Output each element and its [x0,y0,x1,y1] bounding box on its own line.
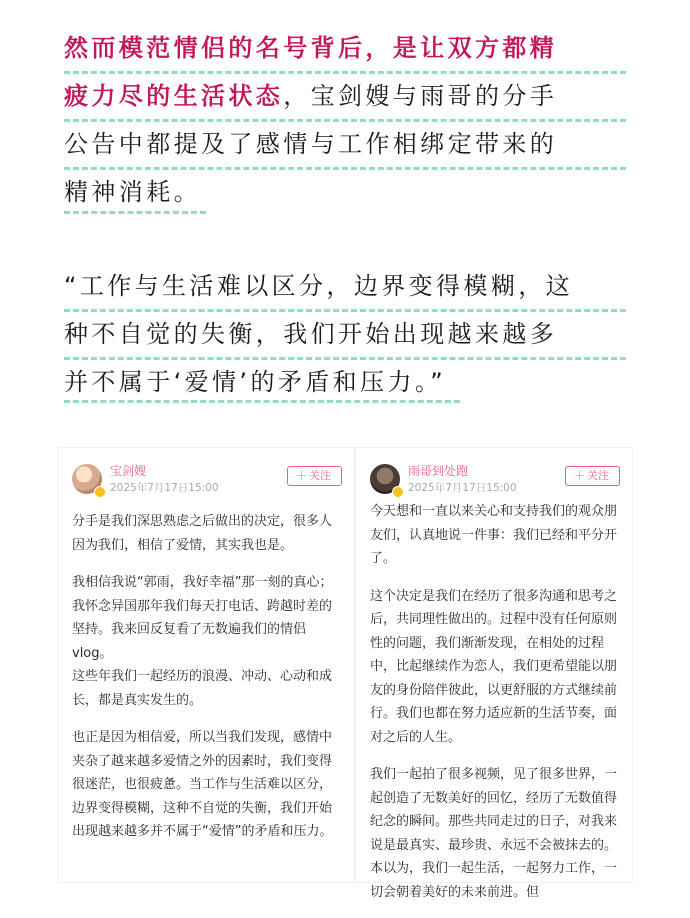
highlight-text: 然而模范情侣的名号背后，是让双方都精 [64,34,558,62]
post-paragraph: 我相信我说“郭雨，我好幸福”那一刻的真心；我怀念异国那年我们每天打电话、跨越时差的坚持。我来回反复看了无数遍我们的情侣vlog。 这些年我们一起经历的浪漫、冲动、心动和成长，都是真实发生的。 [72,575,333,708]
article-line-1 [64,28,557,68]
body-text: ，宝剑嫂与雨哥的分手 [283,82,558,110]
post-header [72,460,346,500]
dashed-underline [64,167,626,170]
post-paragraph: 今天想和一直以来关心和支持我们的观众朋友们，认真地说一件事：我们已经和平分开了。 [370,504,618,566]
follow-button[interactable] [565,466,620,486]
post-date: 2025年7月17日15:00 [408,482,517,494]
post-body [370,500,622,918]
dashed-underline [64,309,626,312]
article-line-2 [64,76,557,116]
follow-button[interactable] [287,466,342,486]
follow-label: 关注 [587,469,609,482]
plus-icon: ＋ [574,469,585,482]
username[interactable]: 宝剑嫂 [110,464,147,478]
dashed-underline [64,71,626,74]
verified-badge-icon [94,486,106,498]
follow-label: 关注 [309,469,331,482]
username[interactable]: 雨哥到处跑 [408,464,469,478]
quote-line-3 [64,362,446,402]
plus-icon: ＋ [296,469,307,482]
post-paragraph: 也正是因为相信爱，所以当我们发现，感情中夹杂了越来越多爱情之外的因素时，我们变得很迷茫，也很疲惫。当工作与生活难以区分，边界变得模糊，这种不自觉的失衡，我们开始出现越来越多并不属于“爱情”的矛盾和压力。 [72,730,333,839]
quote-text: 并不属于‘爱情’的矛盾和压力。” [64,368,447,396]
dashed-underline [64,119,626,122]
dashed-underline [64,211,206,214]
article-line-3 [64,124,557,164]
quote-line-1 [64,266,573,306]
post-paragraph: 这个决定是我们在经历了很多沟通和思考之后，共同理性做出的。过程中没有任何原则性的问题，我们渐渐发现，在相处的过程中，比起继续作为恋人，我们更希望能以朋友的身份陪伴彼此，以更舒服的方式继续前行。我们也都在努力适应新的生活节奏，面对之后的人生。 [370,588,618,745]
body-text: 公告中都提及了感情与工作相绑定带来的 [64,130,558,158]
article-line-4 [64,172,201,212]
body-text: 精神消耗。 [64,178,201,206]
post-header [370,460,624,500]
post-date: 2025年7月17日15:00 [110,482,219,494]
post-screenshot-baojiansao [58,448,354,882]
post-paragraph: 我们一起拍了很多视频，见了很多世界，一起创造了无数美好的回忆，经历了无数值得纪念的瞬间。那些共同走过的日子，对我来说是最真实、最珍贵、永远不会被抹去的。本以为，我们一起生活，一起努力工作，一切会朝着美好的未来前进。但 [370,767,618,900]
post-screenshot-yuge [356,448,632,900]
dashed-underline [64,400,460,403]
quote-line-2 [64,314,557,354]
quote-text: 种不自觉的失衡，我们开始出现越来越多 [64,320,558,348]
post-body [72,510,344,858]
highlight-text: 疲力尽的生活状态 [64,82,284,110]
quote-text: “工作与生活难以区分，边界变得模糊，这 [64,272,574,300]
verified-badge-icon [392,486,404,498]
post-paragraph: 分手是我们深思熟虑之后做出的决定，很多人因为我们，相信了爱情，其实我也是。 [72,514,333,553]
dashed-underline [64,357,626,360]
